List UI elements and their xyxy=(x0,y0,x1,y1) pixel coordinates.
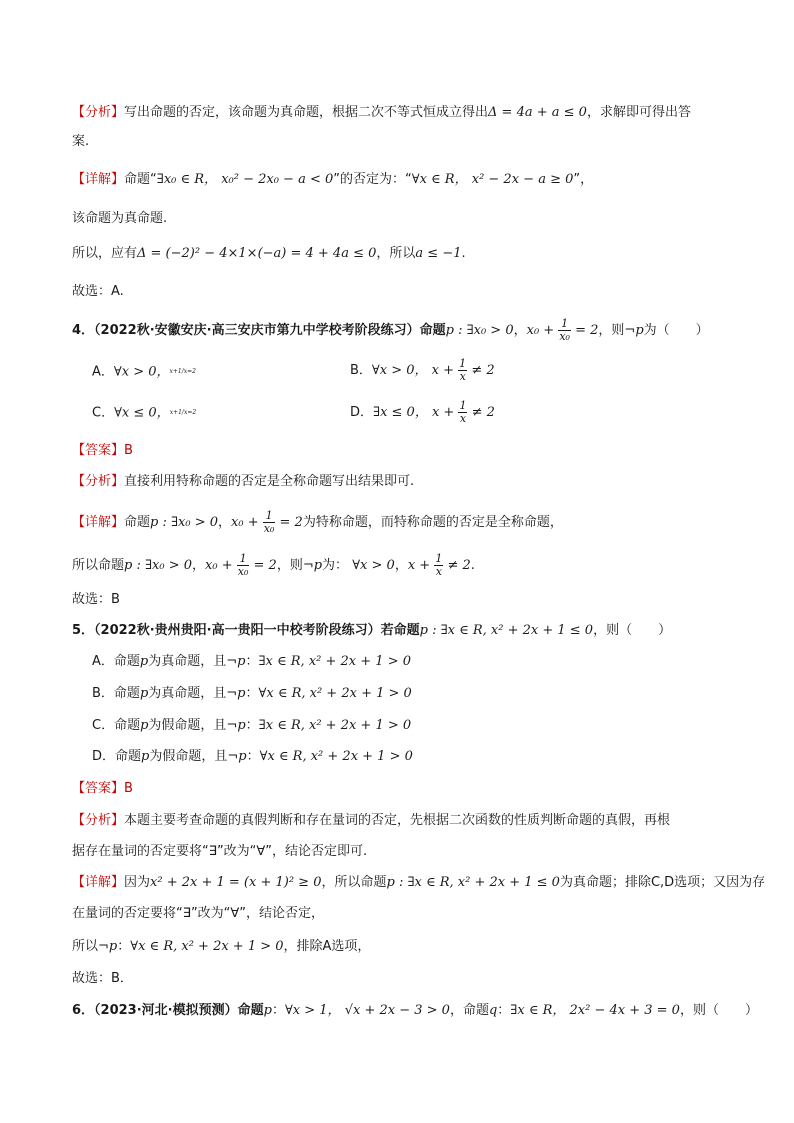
detail-line xyxy=(72,170,593,190)
detail-text: 该命题为真命题. xyxy=(72,211,168,226)
option-tiny-expr: x+1/x=2 xyxy=(169,409,197,416)
analysis-line xyxy=(72,811,670,831)
answer-text: 故选：A. xyxy=(72,284,124,299)
option-text: 命题 xyxy=(113,686,140,701)
fraction xyxy=(458,358,467,383)
detail-line-3 xyxy=(72,937,370,957)
option-math: ∀x > 0， xyxy=(113,364,170,380)
option-letter: A． xyxy=(92,654,114,669)
analysis-text: 据存在量词的否定要将“∃”改为“∀”，结论否定即可. xyxy=(72,844,368,859)
option-letter: D． xyxy=(92,749,116,764)
analysis-text-2: ，求解即可得出答 xyxy=(586,105,691,120)
fraction-numerator: 1 xyxy=(558,318,571,331)
detail-line-2 xyxy=(72,209,167,229)
detail-math: ≠ 2 xyxy=(447,558,471,573)
detail-text: . xyxy=(470,558,475,573)
detail-math: ¬p xyxy=(98,939,118,954)
question-math: p : ∃x₀ > 0 xyxy=(445,323,514,338)
question-label: 6．（2023·河北·模拟预测）命题 xyxy=(72,1003,264,1018)
fraction-numerator: 1 xyxy=(459,357,467,370)
option-text: 为假命题，且 xyxy=(148,718,227,733)
detail-text: ，所以 xyxy=(376,246,416,261)
option-letter: B． xyxy=(350,363,372,378)
option-text: 命题 xyxy=(114,718,141,733)
analysis-tag: 【分析】 xyxy=(72,105,125,120)
option-math: ≠ 2 xyxy=(471,363,495,378)
fraction xyxy=(263,510,276,535)
question-tail: 为（ ） xyxy=(643,323,709,338)
detail-sep: ， xyxy=(192,558,206,573)
option-math: ≠ 2 xyxy=(471,405,495,420)
fraction-denominator: x xyxy=(435,565,442,578)
detail-text: 所以，应有 xyxy=(72,246,138,261)
fraction xyxy=(434,553,443,578)
detail-tag: 【详解】 xyxy=(72,515,125,530)
option-math: ¬p xyxy=(226,718,246,733)
detail-text: 为真命题；排除C,D选项；又因为存 xyxy=(559,875,766,890)
detail-text: 为： xyxy=(322,558,349,573)
detail-math: x² − 2x − a ≥ 0 xyxy=(471,172,574,187)
option-math: p xyxy=(141,749,150,764)
detail-math: Δ = (−2)² − 4×1×(−a) = 4 + 4a ≤ 0 xyxy=(137,246,377,261)
question-6 xyxy=(72,1001,758,1021)
final-answer-text: 故选：B． xyxy=(72,971,133,986)
question-text: ，则（ ） xyxy=(679,1003,758,1018)
detail-line-2 xyxy=(72,904,324,924)
detail-math: = 2 xyxy=(253,558,277,573)
option-math: p xyxy=(139,654,149,669)
fraction xyxy=(558,318,571,343)
option-math: ∀x ≤ 0， xyxy=(114,405,170,421)
option-text: ： xyxy=(246,749,260,764)
option-d[interactable] xyxy=(92,747,413,767)
option-text: 为真命题，且 xyxy=(148,654,227,669)
detail-text: 命题 xyxy=(124,515,151,530)
question-5 xyxy=(72,621,671,641)
option-text: ： xyxy=(245,686,259,701)
option-letter: A． xyxy=(92,364,114,380)
option-a[interactable] xyxy=(92,652,411,672)
detail-math: p : ∃x₀ > 0 xyxy=(150,515,219,530)
question-math: √x + 2x − 3 > 0 xyxy=(344,1003,450,1018)
option-math: p xyxy=(139,686,149,701)
detail-tag: 【详解】 xyxy=(72,875,125,890)
option-math: ∀x ∈ R, x² + 2x + 1 > 0 xyxy=(259,749,413,764)
analysis-tag: 【分析】 xyxy=(72,813,125,828)
detail-math: x₀ + xyxy=(205,558,233,573)
answer-line xyxy=(72,779,133,799)
option-letter: C． xyxy=(92,405,115,421)
question-math: ∃x ∈ R， xyxy=(510,1003,566,1018)
fraction-denominator: x₀ xyxy=(559,330,570,343)
detail-math: ¬p xyxy=(302,558,323,573)
detail-math: p : ∃x ∈ R, x² + 2x + 1 ≤ 0 xyxy=(386,875,560,890)
analysis-line-2 xyxy=(72,132,89,152)
option-math: x + xyxy=(431,405,455,420)
detail-text: ，则 xyxy=(276,558,303,573)
option-text: 为假命题，且 xyxy=(149,749,228,764)
option-b[interactable] xyxy=(350,358,495,383)
detail-line-2 xyxy=(72,553,475,578)
option-math: ¬p xyxy=(226,654,246,669)
detail-math: ∃x₀ ∈ R， xyxy=(156,172,218,187)
analysis-text: 本题主要考查命题的真假判断和存在量词的否定，先根据二次函数的性质判断命题的真假，再根 xyxy=(124,813,671,828)
option-math: ∀x > 0， xyxy=(371,363,428,378)
option-math: ∃x ∈ R, x² + 2x + 1 > 0 xyxy=(258,718,412,733)
detail-math: x + xyxy=(407,558,431,573)
detail-text: . xyxy=(461,246,466,261)
detail-tag: 【详解】 xyxy=(72,172,125,187)
detail-math: p : ∃x₀ > 0 xyxy=(124,558,193,573)
option-text: 命题 xyxy=(115,749,142,764)
question-math: p : ∃x ∈ R, x² + 2x + 1 ≤ 0 xyxy=(419,623,594,638)
detail-text: ，所以命题 xyxy=(321,875,387,890)
option-math: x + xyxy=(431,363,455,378)
detail-sep: ， xyxy=(394,558,408,573)
detail-math: ∀x ∈ R, x² + 2x + 1 > 0 xyxy=(130,939,284,954)
option-a[interactable] xyxy=(92,362,196,383)
option-d[interactable] xyxy=(350,400,495,425)
question-text: ： xyxy=(271,1003,285,1018)
detail-text: 命题“ xyxy=(124,172,157,187)
final-answer-text: 故选：B xyxy=(72,592,120,607)
fraction-numerator: 1 xyxy=(237,553,250,566)
option-text: ： xyxy=(245,654,259,669)
analysis-math: Δ = 4a + a ≤ 0 xyxy=(488,105,587,120)
detail-math: = 2 xyxy=(279,515,303,530)
detail-math: ∀x ∈ R， xyxy=(411,172,468,187)
question-label: 5．（2022秋·贵州贵阳·高一贵阳一中校考阶段练习）若命题 xyxy=(72,623,420,638)
detail-text: ”， xyxy=(573,172,594,187)
option-text: 命题 xyxy=(113,654,140,669)
analysis-line-2 xyxy=(72,842,367,862)
detail-line xyxy=(72,873,765,893)
detail-text: 在量词的否定要将“∃”改为“∀”，结论否定， xyxy=(72,906,325,921)
detail-math: a ≤ −1 xyxy=(415,246,462,261)
option-letter: C． xyxy=(92,718,115,733)
detail-math: x² + 2x + 1 = (x + 1)² ≥ 0 xyxy=(150,875,322,890)
question-text: ： xyxy=(497,1003,511,1018)
fraction-numerator: 1 xyxy=(435,552,443,565)
analysis-text: 写出命题的否定，该命题为真命题，根据二次不等式恒成立得出 xyxy=(124,105,489,120)
detail-text: ”的否定为：“ xyxy=(333,172,412,187)
option-c[interactable] xyxy=(92,716,411,736)
option-letter: D． xyxy=(350,405,374,420)
final-answer xyxy=(72,590,120,610)
question-sep: ， xyxy=(513,323,527,338)
detail-text: ： xyxy=(117,939,131,954)
answer-line xyxy=(72,282,124,302)
detail-text: 因为 xyxy=(124,875,151,890)
option-math: ¬p xyxy=(227,749,247,764)
fraction-denominator: x₀ xyxy=(237,565,249,578)
detail-text: 为特称命题，而特称命题的否定是全称命题， xyxy=(302,515,563,530)
question-math: 2x² − 4x + 3 = 0 xyxy=(569,1003,680,1018)
option-math: p xyxy=(140,718,149,733)
fraction-denominator: x₀ xyxy=(263,522,275,535)
analysis-line xyxy=(72,103,691,123)
analysis-line xyxy=(72,472,414,492)
analysis-tag: 【分析】 xyxy=(72,474,125,489)
question-text: ，命题 xyxy=(449,1003,489,1018)
detail-line-3 xyxy=(72,244,466,264)
final-answer xyxy=(72,969,133,989)
question-math: q xyxy=(488,1003,498,1018)
answer-tag: 【答案】B xyxy=(72,781,133,796)
detail-text: 所以命题 xyxy=(72,558,125,573)
option-letter: B． xyxy=(92,686,114,701)
detail-math: ∀x > 0 xyxy=(352,558,395,573)
option-math: ∃x ≤ 0， xyxy=(373,405,428,420)
option-math: ¬p xyxy=(226,686,246,701)
detail-math: x₀² − 2x₀ − a < 0 xyxy=(221,172,334,187)
detail-line xyxy=(72,510,563,535)
answer-tag: 【答案】B xyxy=(72,443,133,458)
question-math: ∀x > 1， xyxy=(284,1003,341,1018)
question-label: 4．（2022秋·安徽安庆·高三安庆市第九中学校考阶段练习）命题 xyxy=(72,323,446,338)
option-text: ： xyxy=(245,718,259,733)
fraction-denominator: x xyxy=(459,412,467,425)
answer-line xyxy=(72,441,133,461)
question-math: = 2 xyxy=(575,323,599,338)
option-c[interactable] xyxy=(92,403,196,424)
option-math: ∃x ∈ R, x² + 2x + 1 > 0 xyxy=(258,654,411,669)
analysis-text-3: 案. xyxy=(72,134,90,149)
option-text: 为真命题，且 xyxy=(148,686,227,701)
question-4 xyxy=(72,318,709,343)
question-math: p xyxy=(263,1003,272,1018)
fraction-numerator: 1 xyxy=(263,510,276,523)
question-tail: ，则（ ） xyxy=(593,623,672,638)
fraction xyxy=(458,400,467,425)
detail-math: x₀ + xyxy=(231,515,259,530)
option-b[interactable] xyxy=(92,684,412,704)
detail-sep: ， xyxy=(218,515,232,530)
detail-text: ，排除A选项， xyxy=(283,939,371,954)
fraction xyxy=(237,553,250,578)
question-tail: ，则 xyxy=(598,323,625,338)
option-tiny-expr: x+1/x=2 xyxy=(169,368,196,375)
option-math: ∀x ∈ R, x² + 2x + 1 > 0 xyxy=(258,686,412,701)
question-math: ¬p xyxy=(624,323,644,338)
question-math: x₀ + xyxy=(526,323,555,338)
fraction-numerator: 1 xyxy=(459,399,467,412)
fraction-denominator: x xyxy=(459,370,466,383)
analysis-text: 直接利用特称命题的否定是全称命题写出结果即可. xyxy=(124,474,415,489)
detail-text: 所以 xyxy=(72,939,99,954)
